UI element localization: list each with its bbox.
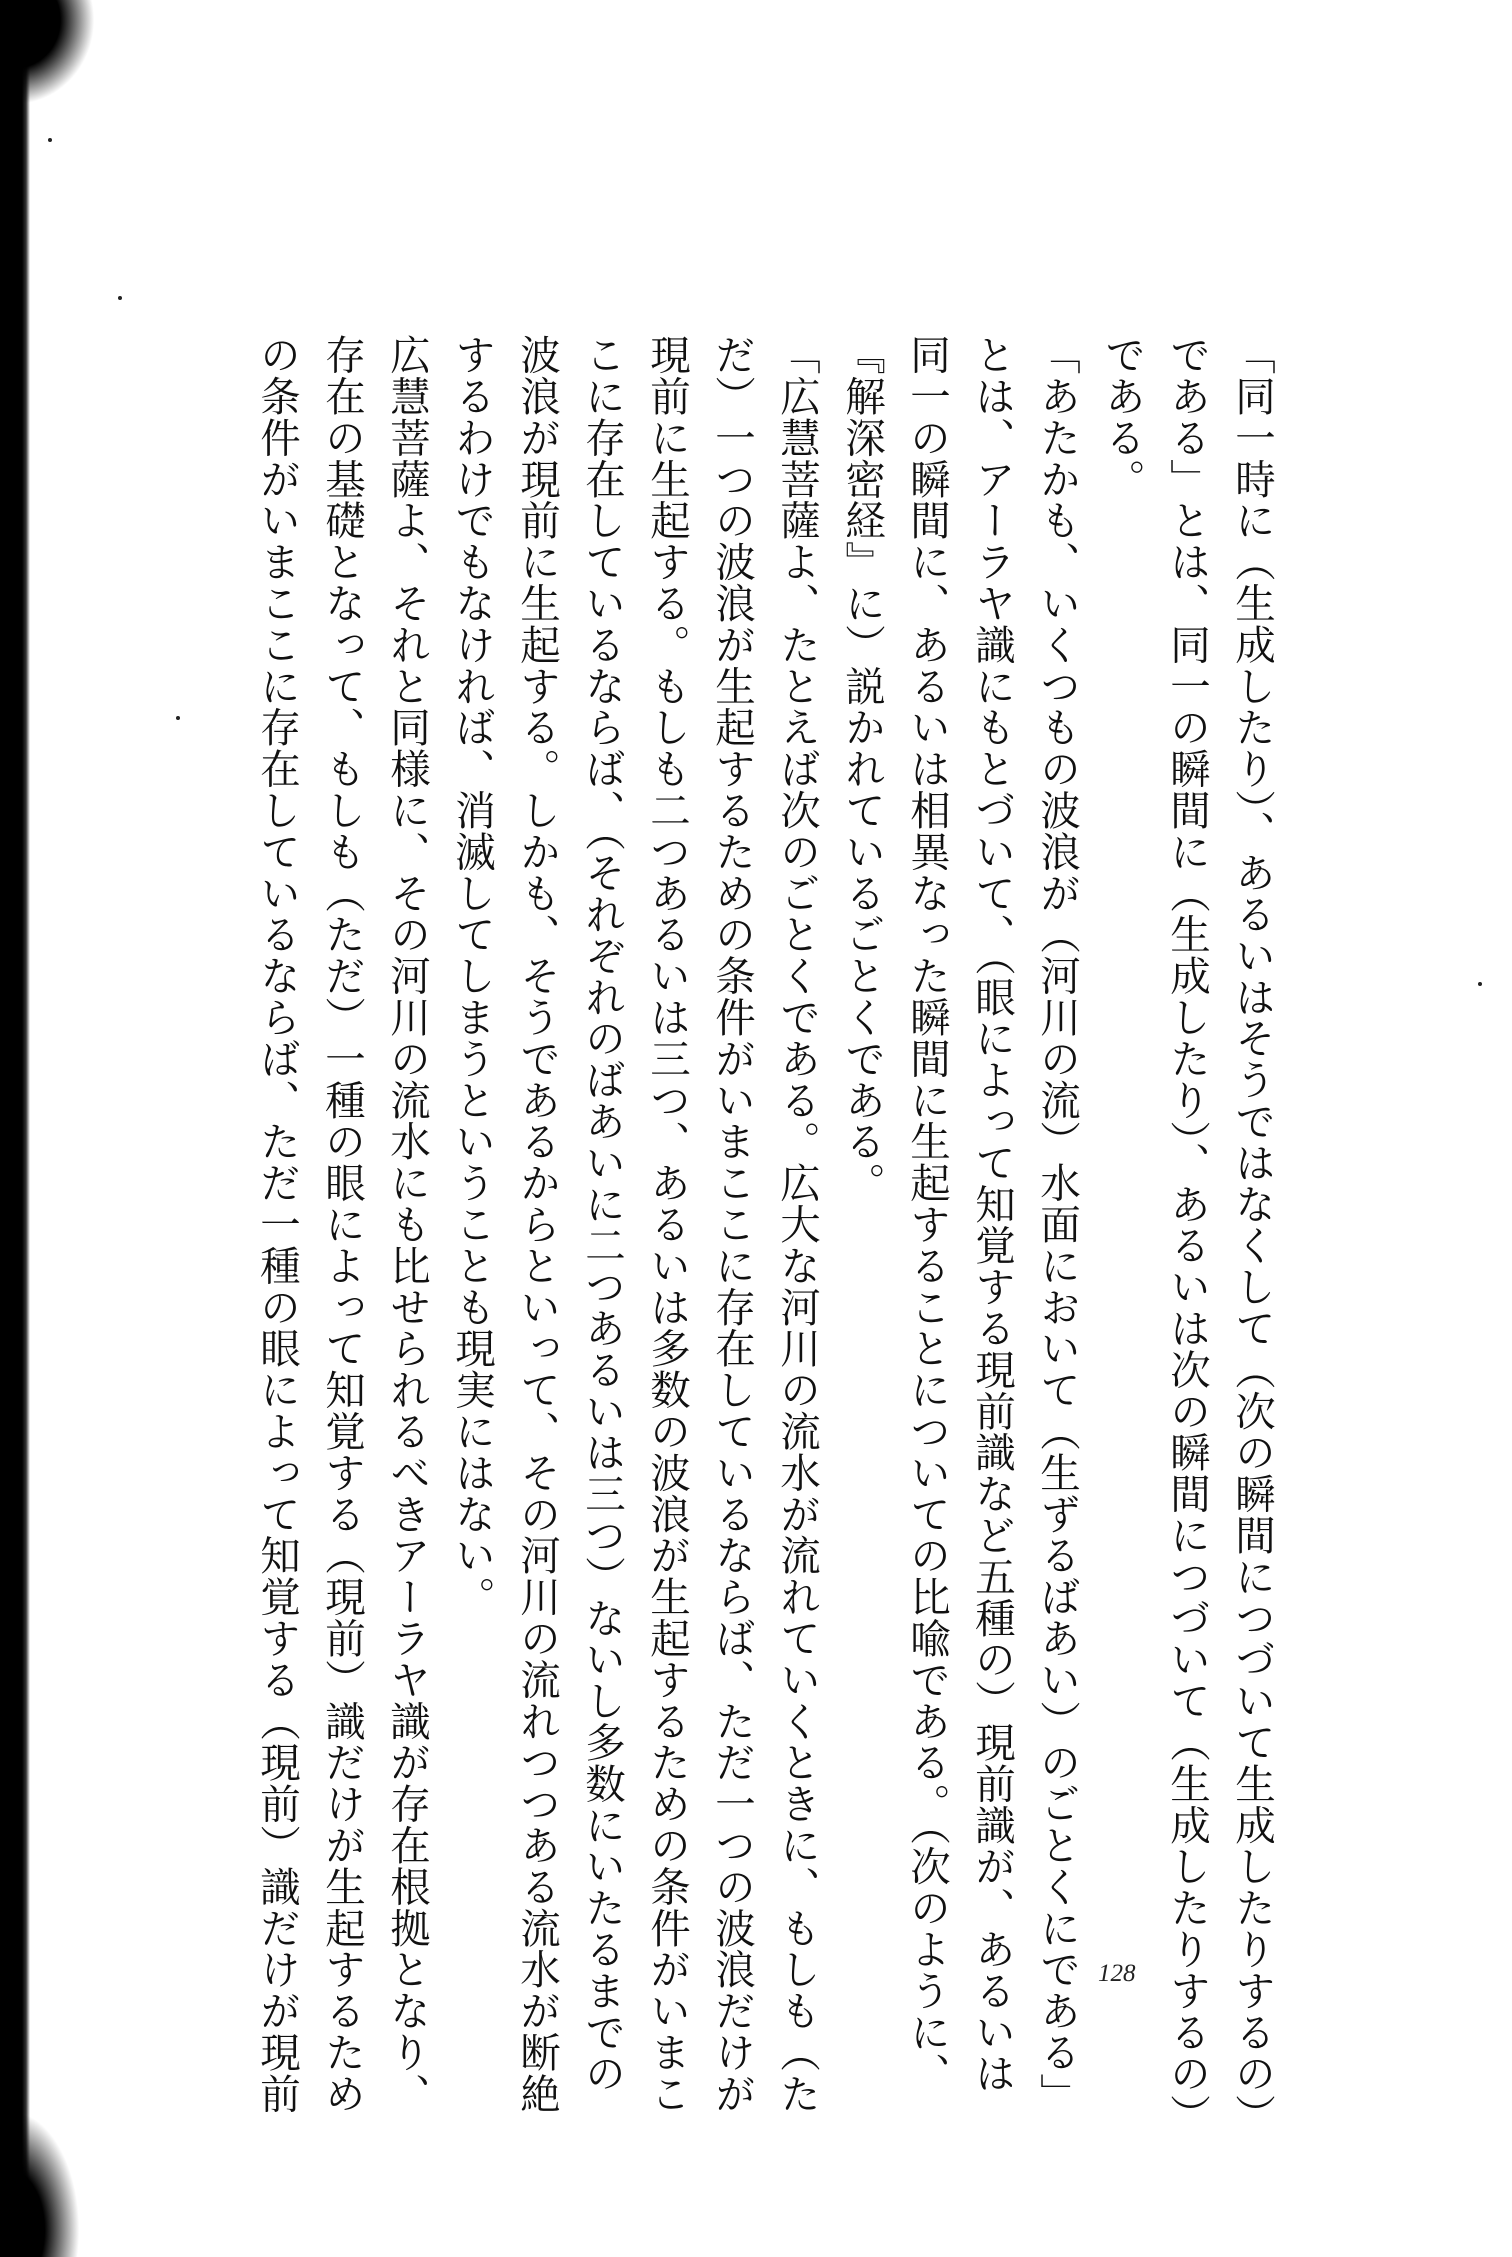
binding-shadow-top — [0, 0, 95, 105]
text-line: とは、アーラヤ識にもとづいて、（眼によって知覚する現前識など五種の）現前識が、あるいは — [968, 334, 1016, 2094]
text-line: こに存在しているならば、（それぞれのばあいに二つあるいは三つ）ないし多数にいたるまでの — [578, 334, 626, 2094]
text-line: 現前に生起する。もしも二つあるいは三つ、あるいは多数の波浪が生起するための条件がいまこ — [643, 334, 691, 2115]
scan-speck — [1478, 982, 1482, 986]
scan-speck — [118, 296, 122, 300]
text-line: 波浪が現前に生起する。しかも、そうであるからといって、その河川の流れつつある流水が断絶 — [513, 334, 561, 2115]
text-line: である。 — [1098, 334, 1146, 500]
text-line: 存在の基礎となって、もしも（ただ）一種の眼によって知覚する（現前）識だけが生起するため — [318, 334, 366, 2115]
text-line: 「同一時に（生成したり）、あるいはそうではなくして（次の瞬間につづいて生成したりするの） — [1228, 334, 1276, 2136]
text-line: 「広慧菩薩よ、たとえば次のごとくである。広大な河川の流水が流れていくときに、もしも（た — [773, 334, 821, 2115]
text-line: 同一の瞬間に、あるいは相異なった瞬間に生起することについての比喩である。（次のように、 — [903, 334, 951, 2094]
binding-edge — [0, 0, 30, 2257]
binding-shadow-bottom — [0, 2110, 80, 2257]
page-number: 128 — [1098, 1960, 1136, 1987]
text-line: の条件がいまここに存在しているならば、ただ一種の眼によって知覚する（現前）識だけが現前 — [253, 334, 301, 2115]
scan-speck — [176, 716, 180, 720]
scan-speck — [48, 138, 52, 142]
text-line: 広慧菩薩よ、それと同様に、その河川の流水にも比せられるべきアーラヤ識が存在根拠となり、 — [383, 334, 431, 2115]
text-line: 「あたかも、いくつもの波浪が（河川の流）水面において（生ずるばあい）のごとくにである」 — [1033, 334, 1081, 2115]
text-line: である」とは、同一の瞬間に（生成したり）、あるいは次の瞬間につづいて（生成したりするの） — [1163, 334, 1211, 2136]
text-line: 『解深密経』に）説かれているごとくである。 — [838, 334, 886, 1204]
text-line: だ）一つの波浪が生起するための条件がいまここに存在しているならば、ただ一つの波浪だけが — [708, 334, 756, 2115]
text-line: するわけでもなければ、消滅してしまうということも現実にはない。 — [448, 334, 496, 1618]
